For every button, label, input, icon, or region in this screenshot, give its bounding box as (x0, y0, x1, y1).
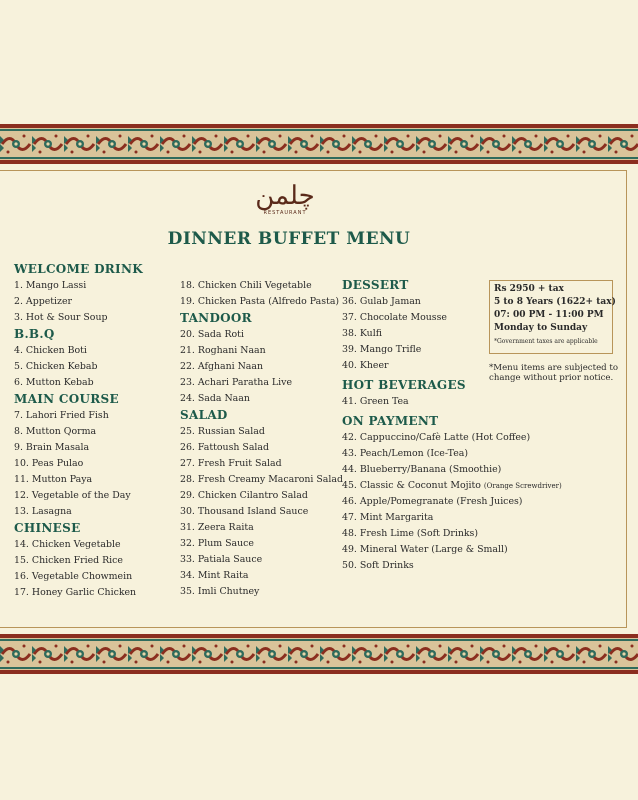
menu-item: 33. Patiala Sauce (180, 554, 263, 565)
menu-item: 23. Achari Paratha Live (180, 377, 292, 388)
menu-item: 3. Hot & Sour Soup (14, 312, 108, 323)
menu-change-note: *Menu items are subjected to change without prior notice. (489, 363, 619, 383)
menu-item: 49. Mineral Water (Large & Small) (342, 544, 508, 555)
section-heading: SALAD (180, 408, 228, 422)
price-box (489, 280, 616, 354)
price-adult: Rs 2950 + tax (494, 284, 564, 294)
section-heading: WELCOME DRINK (14, 262, 143, 276)
menu-item: 28. Fresh Creamy Macaroni Salad (180, 474, 343, 485)
section-heading: MAIN COURSE (14, 392, 119, 406)
menu-item: 19. Chicken Pasta (Alfredo Pasta) (180, 296, 340, 307)
restaurant-logo (250, 182, 320, 216)
menu-item-mojito (342, 478, 562, 494)
menu-item: 34. Mint Raita (180, 570, 249, 581)
menu-item: 8. Mutton Qorma (14, 426, 97, 437)
menu-item: 12. Vegetable of the Day (14, 490, 131, 501)
service-hours: 07: 00 PM - 11:00 PM (494, 310, 604, 320)
menu-item: 31. Zeera Raita (180, 522, 254, 533)
menu-item: 14. Chicken Vegetable (14, 539, 121, 550)
menu-item: 5. Chicken Kebab (14, 361, 98, 372)
menu-item: 10. Peas Pulao (14, 458, 84, 469)
menu-item: 40. Kheer (342, 360, 389, 371)
menu-item: 26. Fattoush Salad (180, 442, 269, 453)
menu-item: 43. Peach/Lemon (Ice-Tea) (342, 448, 468, 459)
menu-item: 37. Chocolate Mousse (342, 312, 447, 323)
section-heading: HOT BEVERAGES (342, 378, 466, 392)
menu-item: 47. Mint Margarita (342, 512, 434, 523)
section-heading: ON PAYMENT (342, 414, 439, 428)
menu-item: 48. Fresh Lime (Soft Drinks) (342, 528, 479, 539)
bottom-ornamental-border (0, 634, 638, 674)
menu-item: 11. Mutton Paya (14, 474, 93, 485)
price-child: 5 to 8 Years (1622+ tax) (494, 297, 616, 307)
menu-item: 20. Sada Roti (180, 329, 244, 340)
logo-subtitle: RESTAURANT (263, 210, 307, 216)
menu-column-1 (14, 261, 143, 601)
menu-item: 17. Honey Garlic Chicken (14, 587, 137, 598)
menu-item: 4. Chicken Boti (14, 345, 87, 356)
menu-item: 46. Apple/Pomegranate (Fresh Juices) (342, 496, 523, 507)
mojito-note: (Orange Screwdriver) (483, 482, 562, 490)
menu-item: 41. Green Tea (342, 396, 409, 407)
menu-item: 22. Afghani Naan (180, 361, 264, 372)
government-tax-note: *Government taxes are applicable (494, 338, 598, 345)
menu-item: 6. Mutton Kebab (14, 377, 94, 388)
menu-item: 50. Soft Drinks (342, 560, 414, 571)
menu-item: 18. Chicken Chili Vegetable (180, 280, 312, 291)
menu-item: 2. Appetizer (14, 296, 72, 307)
menu-item: 7. Lahori Fried Fish (14, 410, 109, 421)
section-heading: B.B.Q (14, 327, 55, 341)
menu-item: 21. Roghani Naan (180, 345, 266, 356)
menu-item: 36. Gulab Jaman (342, 296, 421, 307)
menu-item: 29. Chicken Cilantro Salad (180, 490, 308, 501)
menu-item: 9. Brain Masala (14, 442, 90, 453)
menu-item: 39. Mango Trifle (342, 344, 422, 355)
menu-item: 13. Lasagna (14, 506, 72, 517)
logo-script: چلمن (255, 181, 315, 211)
section-heading: CHINESE (14, 521, 81, 535)
service-days: Monday to Sunday (494, 323, 588, 333)
menu-column-2 (180, 278, 343, 600)
menu-item: 44. Blueberry/Banana (Smoothie) (342, 464, 502, 475)
menu-item: 30. Thousand Island Sauce (180, 506, 309, 517)
menu-item: 1. Mango Lassi (14, 280, 87, 291)
menu-item: 25. Russian Salad (180, 426, 265, 437)
menu-title: DINNER BUFFET MENU (167, 229, 411, 249)
menu-item: 16. Vegetable Chowmein (14, 571, 133, 582)
mojito-label: 45. Classic & Coconut Mojito (342, 480, 481, 491)
menu-item: 32. Plum Sauce (180, 538, 254, 549)
menu-item: 38. Kulfi (342, 328, 382, 339)
menu-item: 27. Fresh Fruit Salad (180, 458, 282, 469)
menu-item: 42. Cappuccino/Cafè Latte (Hot Coffee) (342, 432, 531, 443)
menu-item: 35. Imli Chutney (180, 586, 260, 597)
section-heading: TANDOOR (180, 311, 252, 325)
menu-item: 24. Sada Naan (180, 393, 250, 404)
top-ornamental-border (0, 124, 638, 164)
section-heading: DESSERT (342, 278, 409, 292)
menu-item: 15. Chicken Fried Rice (14, 555, 123, 566)
